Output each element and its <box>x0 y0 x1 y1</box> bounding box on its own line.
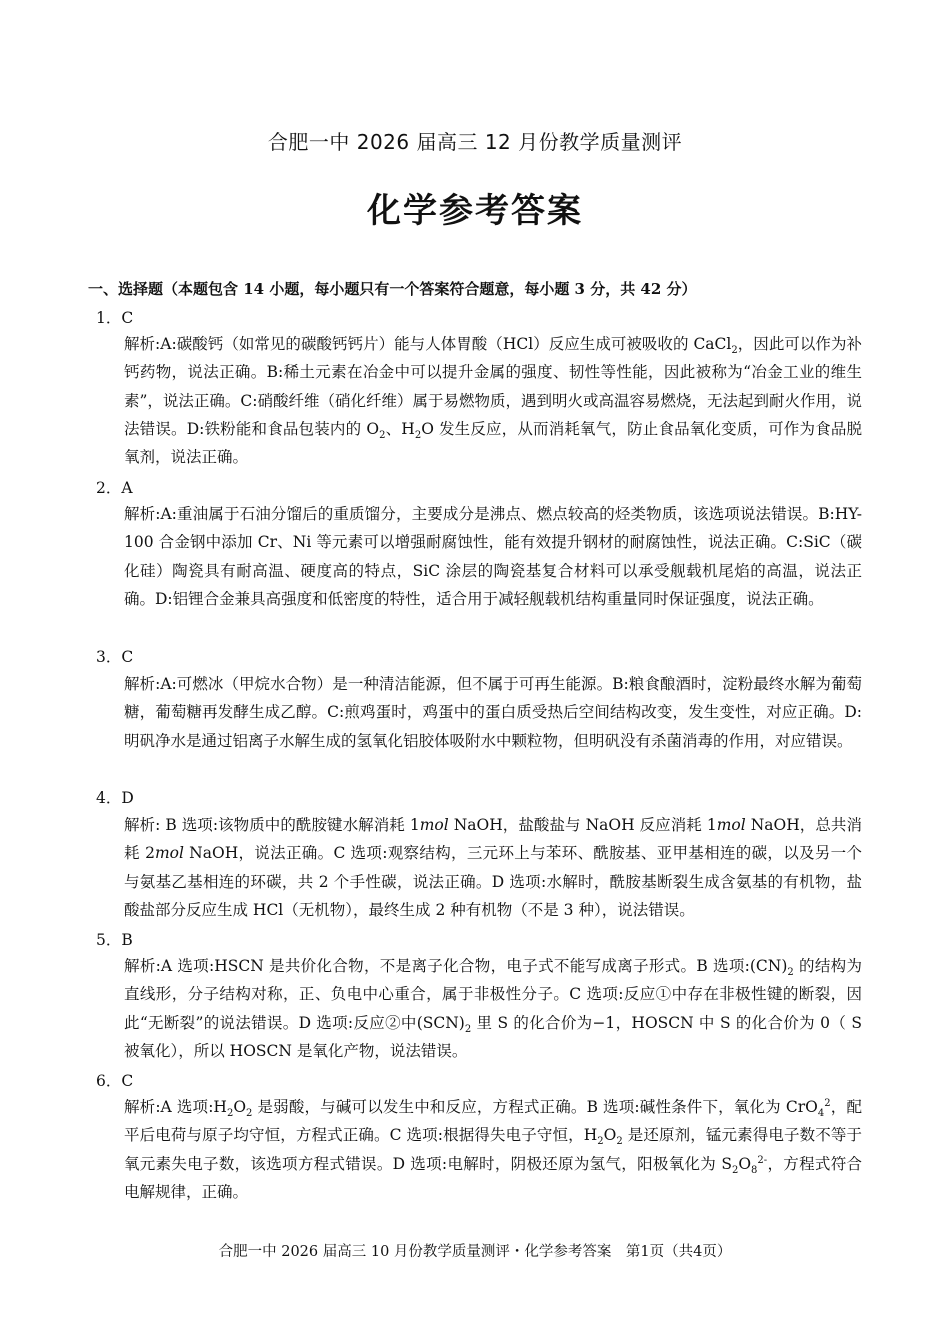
q4-text-c: NaOH，总共消耗 2 <box>124 816 862 863</box>
q4-unit-c: mol <box>154 844 184 863</box>
section-heading: 一、选择题（本题包含 14 小题，每小题只有一个答案符合题意，每小题 3 分，共 42 分） <box>88 280 697 298</box>
q2-text-a: 解析:A:重油属于石油分馏后的重质馏分，主要成分是沸点、燃点较高的烃类物质，该选项说法错误。B:HY-100 合金钢中添加 Cr、Ni 等元素可以增强耐腐蚀性，能有效提升钢材的耐腐蚀性，说法正确。C:SiC（碳化硅）陶瓷具有耐高温、硬度高的特点，SiC 涂层的陶瓷基复合材料可以承受舰载机尾焰的高温，说法正确。D:铝锂合金兼具高强度和低密度的特性，适合用于减轻舰载机结构重量同时保证强度，说法正确。 <box>124 505 862 608</box>
question-1-explanation <box>124 330 862 471</box>
question-3-answer: 3．C <box>96 648 134 666</box>
q4-unit-a: mol <box>419 816 449 834</box>
q3-text-a: 解析:A:可燃冰（甲烷水合物）是一种清洁能源，但不属于可再生能源。B:粮食酿酒时，淀粉最终水解为葡萄糖，葡萄糖再发酵生成乙醇。C:煎鸡蛋时，鸡蛋中的蛋白质受热后空间结构改变，发生变性，对应正确。D:明矾净水是通过铝离子水解生成的氢氧化铝胶体吸附水中颗粒物，但明矾没有杀菌消毒的作用，对应错误。 <box>124 675 862 750</box>
q6-sub-a: 2 <box>226 1108 234 1120</box>
q6-text-g: O <box>738 1154 752 1173</box>
q6-sub-d: 2 <box>597 1136 604 1148</box>
q6-sub-b: 2 <box>246 1108 253 1120</box>
q6-text-a: 解析:A 选项:H <box>124 1098 227 1116</box>
q6-sub-g: 8 <box>751 1164 758 1176</box>
q1-text-d: O 发生反应，从而消耗氧气，防止食品氧化变质，可作为食品脱氧剂，说法正确。 <box>124 419 862 467</box>
q6-text-c: 是弱酸，与碱可以发生中和反应，方程式正确。B 选项:碱性条件下，氧化为 CrO <box>252 1098 818 1116</box>
question-5-answer: 5．B <box>96 931 133 949</box>
question-6-explanation <box>124 1093 862 1206</box>
q5-text-c: 里 S 的化合价为−1，HOSCN 中 S 的化合价为 0（ S 被氧化），所以 HOSCN 是氧化产物，说法错误。 <box>124 1013 863 1060</box>
question-5-explanation <box>124 952 862 1065</box>
q1-sub-a: 2 <box>731 345 738 357</box>
page-title: 化学参考答案 <box>367 191 583 231</box>
exam-subtitle: 合肥一中 2026 届高三 12 月份教学质量测评 <box>267 130 683 154</box>
q6-text-b: O <box>233 1098 247 1116</box>
q1-text-c: 、H <box>385 419 415 438</box>
q6-text-e: O <box>603 1126 617 1145</box>
q5-text-a: 解析:A 选项:HSCN 是共价化合物，不是离子化合物，电子式不能写成离子形式。B 选项:(CN) <box>124 957 788 975</box>
q6-text-f: 是还原剂，锰元素得电子数不等于氧元素失电子数，该选项方程式错误。D 选项:电解时，阴极还原为氢气，阳极氧化为 S <box>124 1126 863 1173</box>
question-1-answer: 1．C <box>96 309 134 327</box>
question-4-explanation <box>124 811 862 924</box>
q1-sub-b: 2 <box>379 429 386 441</box>
q6-sub-c: 4 <box>817 1108 825 1120</box>
q6-sup-a: 2 <box>824 1097 831 1109</box>
q5-text-b: 的结构为直线形，分子结构对称，正、负电中心重合，属于非极性分子。C 选项:反应①中存在非极性键的断裂，因此“无断裂”的说法错误。D 选项:反应②中(SCN) <box>124 957 863 1032</box>
question-6-answer: 6．C <box>96 1072 134 1090</box>
q6-sup-b: 2- <box>757 1154 768 1166</box>
q4-text-d: NaOH，说法正确。C 选项:观察结构，三元环上与苯环、酰胺基、亚甲基相连的碳，以及另一个与氨基乙基相连的环碳，共 2 个手性碳，说法正确。D 选项:水解时，酰胺基断裂生成含氨基的有机物，盐酸盐部分反应生成 HCl（无机物），最终生成 2 种有机物（不是 3 种），说法错误。 <box>124 844 862 919</box>
question-4-answer: 4．D <box>96 789 134 807</box>
q5-sub-b: 2 <box>464 1023 472 1035</box>
question-3-explanation <box>124 670 862 755</box>
page-footer: 合肥一中 2026 届高三 10 月份教学质量测评・化学参考答案 第1页（共4页） <box>218 1244 732 1260</box>
q5-sub-a: 2 <box>787 967 794 979</box>
q4-text-a: 解析: B 选项:该物质中的酰胺键水解消耗 1 <box>124 816 420 834</box>
q6-sub-f: 2 <box>731 1164 739 1176</box>
q6-text-d: ，配平后电荷与原子均守恒，方程式正确。C 选项:根据得失电子守恒，H <box>124 1098 862 1145</box>
q1-text-a: 解析:A:碳酸钙（如常见的碳酸钙钙片）能与人体胃酸（HCl）反应生成可被吸收的 CaCl <box>124 335 732 353</box>
q4-text-b: NaOH，盐酸盐与 NaOH 反应消耗 1 <box>448 816 717 834</box>
q1-text-b: ，因此可以作为补钙药物，说法正确。B:稀土元素在冶金中可以提升金属的强度、韧性等性能，因此被称为“冶金工业的维生素”，说法正确。C:硝酸纤维（硝化纤维）属于易燃物质，遇到明火或高温容易燃烧，无法起到耐火作用，说法错误。D:铁粉能和食品包装内的 O <box>124 335 863 438</box>
question-2-answer: 2．A <box>96 479 133 497</box>
question-2-explanation <box>124 500 862 613</box>
q1-sub-c: 2 <box>414 429 422 441</box>
q6-sub-e: 2 <box>616 1136 623 1148</box>
q4-unit-b: mol <box>716 816 746 834</box>
q6-text-h: ，方程式符合电解规律，正确。 <box>124 1154 862 1201</box>
